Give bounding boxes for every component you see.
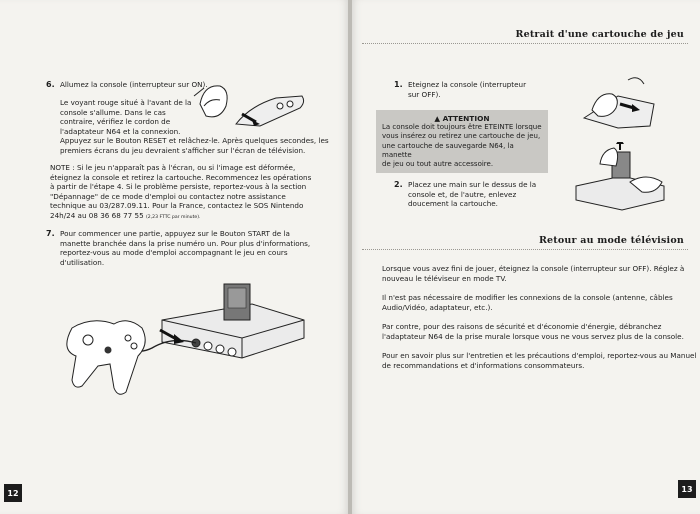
warning-title: ▲ ATTENTION (434, 114, 490, 123)
text-line: l'adaptateur N64 et la connexion. (60, 126, 181, 136)
text-line: Eteignez la console (interrupteur (408, 80, 527, 89)
cartridge-removal-illustration (572, 142, 668, 212)
text-line: NOTE : Si le jeu n'apparaît pas à l'écran, ou si l'image est déformée, (50, 163, 296, 172)
hotline-number: 24h/24 au 08 36 68 77 55 (50, 210, 144, 220)
power-off-illustration (578, 74, 658, 130)
step6-number: 6. (46, 80, 55, 89)
text-line: vous insérez ou retirez une cartouche de jeu, (382, 132, 541, 141)
text-line: nouveau le téléviseur en mode TV. (382, 273, 507, 283)
text-line: Audio/Vidéo, adaptateur, etc.). (382, 302, 493, 312)
text-line: de recommandations et d'informations consommateurs. (382, 360, 585, 370)
text-line: une cartouche de sauvegarde N64, la manette (382, 141, 514, 159)
text-line: sur OFF). (408, 89, 441, 99)
text-line: premiers écrans du jeu devraient s'afficher sur l'écran de télévision. (60, 145, 306, 155)
left-page (0, 0, 348, 514)
page-number-left: 12 (4, 484, 22, 502)
text-line: Par contre, pour des raisons de sécurité et d'économie d'énergie, débranchez (382, 322, 662, 331)
text-line: Le voyant rouge situé à l'avant de la (60, 98, 192, 107)
power-switch-illustration (190, 76, 310, 136)
step2-number: 2. (394, 180, 403, 189)
text-line: Placez une main sur le dessus de la (408, 180, 537, 189)
divider (362, 249, 688, 250)
text-line: Appuyez sur le Bouton RESET et relâchez-le. Après quelques secondes, les (60, 136, 329, 145)
text-line: console et, de l'autre, enlevez (408, 189, 517, 199)
heading-tv-mode: Retour au mode télévision (538, 235, 684, 246)
text-line: d'utilisation. (60, 257, 105, 267)
text-line: manette branchée dans la prise numéro un. Pour plus d'informations, (60, 238, 311, 248)
text-line: l'adaptateur N64 de la prise murale lorsque vous ne vous servez plus de la console. (382, 331, 684, 341)
step6-instruction: Allumez la console (interrupteur sur ON). (60, 80, 208, 89)
text-line: contraire, vérifiez le cordon de (60, 117, 171, 126)
right-page (352, 0, 700, 514)
text-line: Pour commencer une partie, appuyez sur le Bouton START de la (60, 229, 290, 238)
step7-number: 7. (46, 229, 55, 238)
text-line: doucement la cartouche. (408, 199, 498, 208)
step1-number: 1. (394, 80, 403, 89)
text-line: La console doit toujours être ETEINTE lorsque (382, 123, 542, 132)
price-note: (2,23 FTTC par minute). (145, 214, 201, 220)
text-line: console s'allume. Dans le cas (60, 107, 166, 117)
text-line: Lorsque vous avez fini de jouer, éteignez la console (interrupteur sur OFF). Réglez à (382, 264, 685, 273)
text-line: Pour en savoir plus sur l'entretien et les précautions d'emploi, reportez-vous au Manuel (382, 351, 697, 360)
text-line: reportez-vous au mode d'emploi accompagnant le jeu en cours (60, 248, 288, 257)
text-line: "Dépannage" de ce mode d'emploi ou contactez notre assistance (50, 191, 286, 201)
text-line: technique au 03/287.09.11. Pour la France, contactez le SOS Nintendo (50, 201, 304, 210)
text-line: éteignez la console et retirez la cartouche. Recommencez les opérations (50, 172, 312, 182)
text-line: à partir de l'étape 4. Si le problème persiste, reportez-vous à la section (50, 182, 307, 191)
console-controller-illustration (52, 276, 312, 406)
divider (362, 43, 688, 44)
page-number-right: 13 (678, 480, 696, 498)
text-line: Il n'est pas nécessaire de modifier les connexions de la console (antenne, câbles (382, 293, 673, 302)
text-line: de jeu ou tout autre accessoire. (382, 160, 494, 169)
heading-remove-cartridge: Retrait d'une cartouche de jeu (515, 29, 684, 40)
warning-box (376, 110, 548, 173)
